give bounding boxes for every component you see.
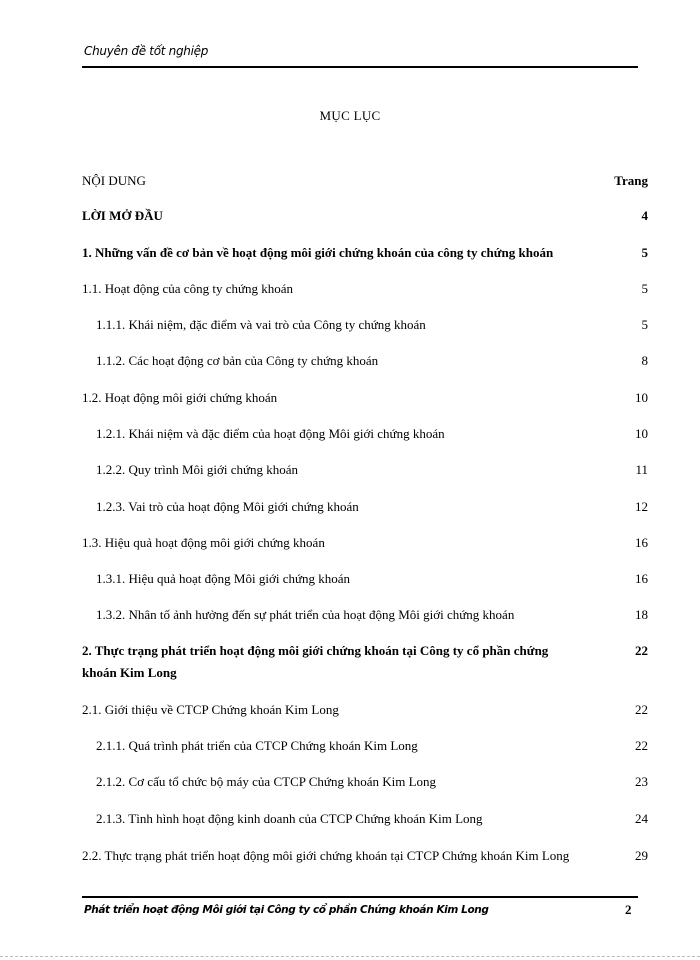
toc-entry-text: 1.1. Hoạt động của công ty chứng khoán <box>82 281 294 296</box>
toc-entry-page: 4 <box>641 208 648 223</box>
toc-entry-text: 1.2.3. Vai trò của hoạt động Môi giới chứng khoán <box>96 499 359 514</box>
toc-entry-page: 10 <box>635 426 648 441</box>
toc-entry-text: 1.3.1. Hiệu quả hoạt động Môi giới chứng khoán <box>96 571 351 586</box>
toc-entry-text: 1.1.1. Khái niệm, đặc điểm và vai trò của Công ty chứng khoán <box>96 317 426 332</box>
toc-entry-text: 1.2. Hoạt động môi giới chứng khoán <box>82 390 278 405</box>
page-header-title: Chuyên đề tốt nghiệp <box>84 44 209 58</box>
toc-entry-page: 22 <box>635 643 648 658</box>
toc-entry-page: 5 <box>641 317 648 332</box>
footer-rule <box>82 896 638 898</box>
toc-title: MỤC LỤC <box>319 108 381 123</box>
page-number: 2 <box>625 902 632 917</box>
toc-entry-text: LỜI MỞ ĐẦU <box>82 208 163 223</box>
page-footer-title: Phát triển hoạt động Môi giới tại Công ty cổ phần Chứng khoán Kim Long <box>84 904 489 916</box>
toc-entry-page: 29 <box>635 848 648 863</box>
toc-entry-text: 1.2.1. Khái niệm và đặc điểm của hoạt động Môi giới chứng khoán <box>96 426 445 441</box>
toc-entry-page: 18 <box>635 607 648 622</box>
toc-entry-page: 24 <box>635 811 648 826</box>
toc-entry-page: 12 <box>635 499 648 514</box>
toc-entry-text: 1. Những vấn đề cơ bản về hoạt động môi giới chứng khoán của công ty chứng khoán <box>82 245 554 260</box>
toc-entry-page: 16 <box>635 535 648 550</box>
toc-entry-page: 5 <box>641 245 648 260</box>
toc-entry-text: 2. Thực trạng phát triển hoạt động môi giới chứng khoán tại Công ty cổ phần chứng khoán Kim Long <box>82 643 549 680</box>
toc-entry-text: 1.3. Hiệu quả hoạt động môi giới chứng khoán <box>82 535 325 550</box>
toc-entry-text: 2.1. Giới thiệu về CTCP Chứng khoán Kim Long <box>82 702 339 717</box>
toc-entry-page: 16 <box>635 571 648 586</box>
toc-column-left: NỘI DUNG <box>82 173 146 188</box>
toc-entry-page: 23 <box>635 774 648 789</box>
toc-entry-page: 5 <box>641 281 648 296</box>
page-edge-divider <box>0 956 700 957</box>
toc-entry-text: 2.1.3. Tình hình hoạt động kinh doanh của CTCP Chứng khoán Kim Long <box>96 811 483 826</box>
toc-entry-page: 8 <box>641 353 648 368</box>
toc-entry-page: 22 <box>635 738 648 753</box>
toc-entry-text: 2.1.2. Cơ cấu tổ chức bộ máy của CTCP Chứng khoán Kim Long <box>96 774 437 789</box>
toc-entry-text: 2.1.1. Quá trình phát triển của CTCP Chứng khoán Kim Long <box>96 738 418 753</box>
toc-column-right: Trang <box>614 173 648 188</box>
toc-entry-page: 11 <box>635 462 648 477</box>
toc-entry-text: 1.1.2. Các hoạt động cơ bản của Công ty chứng khoán <box>96 353 379 368</box>
toc-entry-text: 1.3.2. Nhân tố ảnh hưởng đến sự phát triển của hoạt động Môi giới chứng khoán <box>96 607 515 622</box>
toc-entry-text: 2.2. Thực trạng phát triển hoạt động môi giới chứng khoán tại CTCP Chứng khoán Kim Long <box>82 848 570 863</box>
header-rule <box>82 66 638 68</box>
toc-entry-page: 22 <box>635 702 648 717</box>
toc-entry-page: 10 <box>635 390 648 405</box>
toc-entry-text: 1.2.2. Quy trình Môi giới chứng khoán <box>96 462 299 477</box>
